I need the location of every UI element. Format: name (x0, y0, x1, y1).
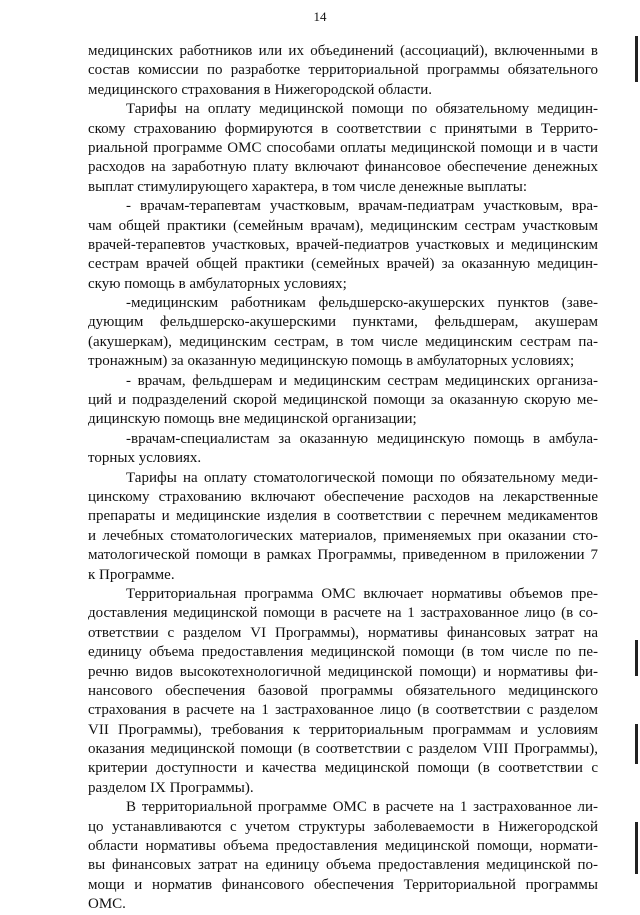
text-line: цинскому страхованию включают обеспечение расходов на лекарственные (88, 488, 598, 505)
text-line: дующим фельдшерско-акушерскими пунктами, фельдшерам, акушерам (88, 314, 598, 331)
page-number: 14 (313, 9, 327, 24)
text-line: - врачам-терапевтам участковым, врачам-педиатрам участковым, вра- (126, 198, 598, 215)
text-line: Территориальная программа ОМС включает нормативы объемов пре- (126, 585, 598, 602)
text-line: Тарифы на оплату медицинской помощи по обязательному медицин- (126, 101, 598, 118)
scan-edge-mark (635, 724, 638, 764)
document-body (88, 42, 598, 915)
text-line: страхования в расчете на 1 застрахованное лицо (в соответствии с разделом (88, 702, 598, 719)
text-line: вы финансовых затрат на единицу объема предоставления медицинской по- (88, 857, 598, 874)
paragraph (88, 585, 598, 798)
paragraph (88, 294, 598, 372)
text-line: скую помощь в амбулаторных условиях; (88, 275, 347, 292)
text-line: препараты и медицинские изделия в соответствии с перечнем медикаментов (88, 508, 598, 525)
scan-edge-mark (635, 640, 638, 676)
paragraph (88, 197, 598, 294)
text-line: речню видов высокотехнологичной медицинской помощи) и нормативы фи- (88, 663, 598, 680)
text-line: риальной программе ОМС способами оплаты медицинской помощи и в части (88, 139, 598, 156)
text-line: врачей-терапевтов участковых, врачей-педиатров участковых и медицинским (88, 236, 598, 253)
text-line: критерии доступности и качества медицинской помощи (в соответствии с (88, 760, 598, 777)
text-line: ответствии с разделом VI Программы), нормативы финансовых затрат на (88, 624, 598, 641)
text-line: нансового обеспечения базовой программы обязательного медицинского (88, 682, 598, 699)
text-line: мощи и норматив финансового обеспечения Территориальной программы (88, 876, 598, 893)
paragraph (88, 798, 598, 914)
paragraph (88, 100, 598, 197)
text-line: доставления медицинской помощи в расчете на 1 застрахованное лицо (в со- (88, 605, 598, 622)
text-line: ОМС. (88, 896, 126, 913)
text-line: состав комиссии по разработке территориальной программы обязательного (88, 62, 598, 79)
text-line: цо устанавливаются с учетом структуры заболеваемости в Нижегородской (88, 818, 598, 835)
text-line: - врачам, фельдшерам и медицинским сестрам медицинских организа- (126, 372, 598, 389)
text-line: ций и подразделений скорой медицинской помощи за оказанную скорую ме- (88, 392, 598, 409)
text-line: области нормативы объема предоставления медицинской помощи, нормати- (88, 838, 598, 855)
scan-edge-mark (635, 36, 638, 82)
text-line: В территориальной программе ОМС в расчете на 1 застрахованное ли- (126, 799, 598, 816)
text-line: к Программе. (88, 566, 175, 583)
text-line: медицинских работников или их объединений (ассоциаций), включенными в (88, 43, 598, 59)
scan-edge-mark (635, 822, 638, 874)
text-line: VII Программы), требования к территориальным программам и условиям (88, 721, 598, 738)
text-line: (акушеркам), медицинским сестрам, в том числе медицинским сестрам па- (88, 333, 598, 350)
paragraph (88, 469, 598, 585)
text-line: Тарифы на оплату стоматологической помощи по обязательному меди- (126, 469, 598, 486)
paragraph (88, 430, 598, 469)
text-line: разделом IX Программы). (88, 779, 254, 796)
paragraph (88, 42, 598, 100)
text-line: -медицинским работникам фельдшерско-акушерских пунктов (заве- (126, 295, 598, 312)
text-line: скому страхованию формируются в соответствии с принятыми в Террито- (88, 120, 598, 137)
text-line: медицинского страхования в Нижегородской области. (88, 81, 432, 98)
text-line: тронажным) за оказанную медицинскую помощь в амбулаторных условиях; (88, 353, 575, 370)
text-line: оказания медицинской помощи (в соответствии с разделом VIII Программы), (88, 741, 598, 758)
text-line: чам общей практики (семейным врачам), медицинским сестрам участковым (88, 217, 598, 234)
text-line: -врачам-специалистам за оказанную медицинскую помощь в амбула- (126, 430, 598, 447)
text-line: единицу объема предоставления медицинской помощи (в том числе по пе- (88, 644, 598, 661)
text-line: и лечебных стоматологических материалов, применяемых при оказании сто- (88, 527, 598, 544)
text-line: торных условиях. (88, 450, 202, 467)
text-line: выплат стимулирующего характера, в том числе денежные выплаты: (88, 178, 528, 195)
text-line: матологической помощи в рамках Программы, приведенном в приложении 7 (88, 547, 598, 564)
paragraph (88, 372, 598, 430)
text-line: сестрам врачей общей практики (семейных врачей) за оказанную медицин- (88, 256, 598, 273)
text-line: дицинскую помощь вне медицинской организации; (88, 411, 417, 428)
text-line: расходов на заработную плату включают финансовое обеспечение денежных (88, 159, 598, 176)
